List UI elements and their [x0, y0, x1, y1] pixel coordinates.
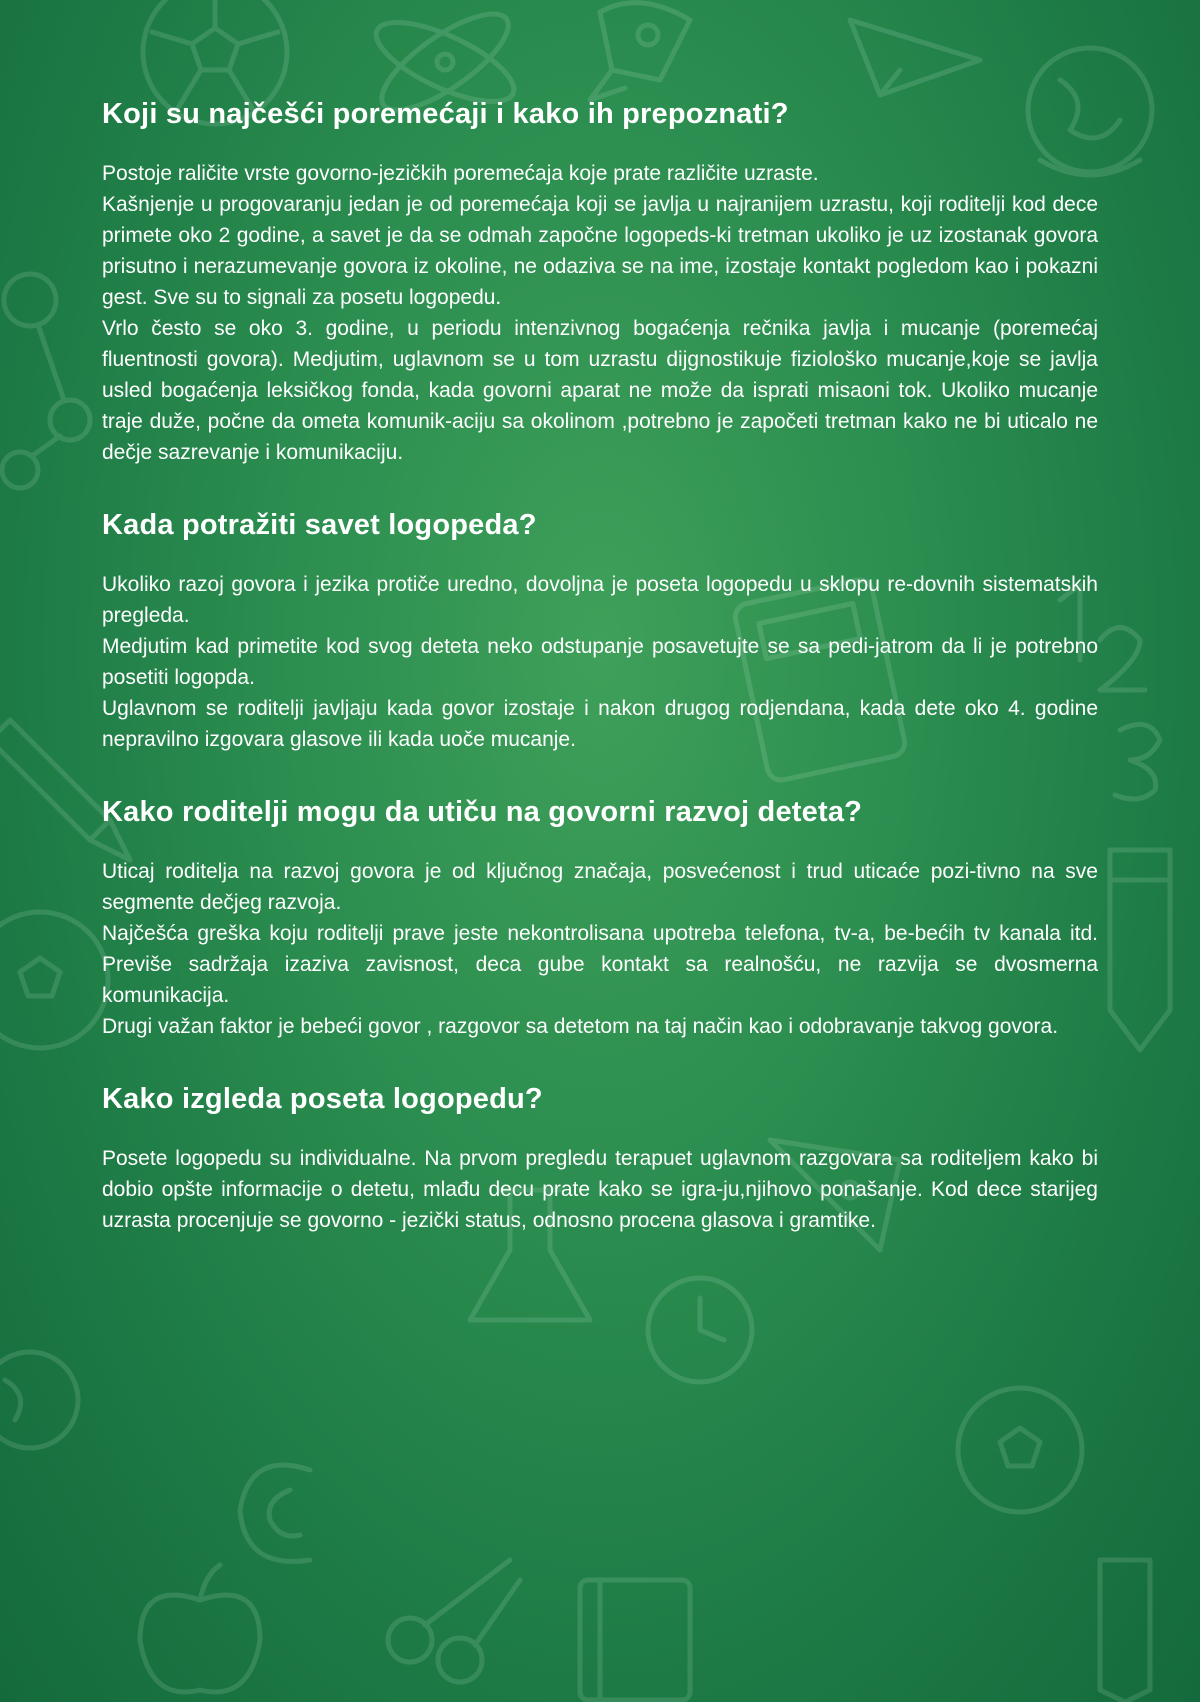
pencil-icon — [1110, 850, 1170, 1050]
molecule-icon — [2, 274, 90, 488]
section-heading: Kako izgleda poseta logopedu? — [102, 1083, 543, 1115]
section-visit-description — [102, 1081, 1098, 1236]
section-heading: Kako roditelji mogu da utiču na govorni razvoj deteta? — [102, 796, 863, 828]
pencil-icon — [1100, 1560, 1150, 1702]
paragraph: Uticaj roditelja na razvoj govora je od ključnog značaja, posvećenost i trud uticaće pozi-tivno na sve segmente dečjeg razvoja. — [102, 860, 1098, 914]
rocket-icon — [590, 3, 690, 100]
paragraph: Kašnjenje u progovaranju jedan je od poremećaja koji se javlja u najranijem uzrastu, koji roditelji kod dece primete oko 2 godine, a savet je da se odmah započne logopeds-ki tretman ukoliko je uz izostanak govora prisutno i nerazumevanje govora iz okoline, ne odaziva se na ime, izostaje kontakt pogledom kao i pokazni gest. Sve su to signali za posetu logopedu. — [102, 193, 1098, 309]
globe-icon — [0, 1352, 78, 1448]
section-body — [102, 856, 1098, 1042]
section-body — [102, 158, 1098, 468]
paragraph: Drugi važan faktor je bebeći govor , razgovor sa detetom na taj način kao i odobravanje takvog govora. — [102, 1015, 1059, 1038]
section-body — [102, 569, 1098, 755]
soccer-ball-icon — [958, 1388, 1082, 1512]
section-common-disorders — [102, 96, 1098, 468]
paper-plane-icon — [850, 20, 980, 95]
paragraph: Vrlo često se oko 3. godine, u periodu intenzivnog bogaćenja rečnika javlja i mucanje (poremećaj fluentnosti govora). Medjutim, uglavnom se u tom uzrastu dijgnostikuje fiziološko mucanje,koje se javlja usled bogaćenja leksičkog fonda, kada govorni aparat ne može da isprati misaoni tok. Ukoliko mucanje traje duže, počne da ometa komunik-aciju sa okolinom ,potrebno je započeti tretman kako ne bi uticalo ne dečje sazrevanje i komunikaciju. — [102, 317, 1098, 464]
apple-icon — [140, 1565, 260, 1692]
paragraph: Medjutim kad primetite kod svog deteta neko odstupanje posavetujte se sa pedi-jatrom da li je potrebno posetiti logopda. — [102, 635, 1098, 689]
section-body — [102, 1143, 1098, 1236]
article-content — [102, 96, 1098, 1236]
paragraph: Postoje raličite vrste govorno-jezičkih poremećaja koje prate različite uzraste. — [102, 162, 819, 185]
notebook-icon — [580, 1580, 690, 1700]
paragraph: Posete logopedu su individualne. Na prvom pregledu terapuet uglavnom razgovara sa roditeljem kako bi dobio opšte informacije o detetu, mlađu decu prate kako se igra-ju,njihovo ponašanje. Kod dece starijeg uzrasta procenjuje se govorno - jezički status, odnosno procena glasova i gramtike. — [102, 1147, 1098, 1232]
paragraph: Uglavnom se roditelji javljaju kada govor izostaje i nakon drugog rodjendana, kada dete oko 4. godine nepravilno izgovara glasove ili kada uoče mucanje. — [102, 697, 1098, 751]
section-heading: Koji su najčešći poremećaji i kako ih prepoznati? — [102, 98, 789, 130]
section-heading: Kada potražiti savet logopeda? — [102, 509, 537, 541]
scissors-icon — [388, 1560, 520, 1682]
paragraph: Najčešća greška koju roditelji prave jeste nekontrolisana upotreba telefona, tv-a, be-bećih tv kanala itd. Previše sadržaja izaziva zavisnost, deca gube kontakt sa realnošću, ne razvija se dvosmerna komunikacija. — [102, 922, 1098, 1007]
section-when-to-seek-advice — [102, 507, 1098, 755]
paragraph: Ukoliko razoj govora i jezika protiče uredno, dovoljna je poseta logopedu u sklopu re-dovnih sistematskih pregleda. — [102, 573, 1098, 627]
soccer-ball-icon — [0, 912, 108, 1048]
section-parent-influence — [102, 794, 1098, 1042]
letter-c-icon — [240, 1465, 310, 1561]
alarm-clock-icon — [648, 1278, 752, 1382]
